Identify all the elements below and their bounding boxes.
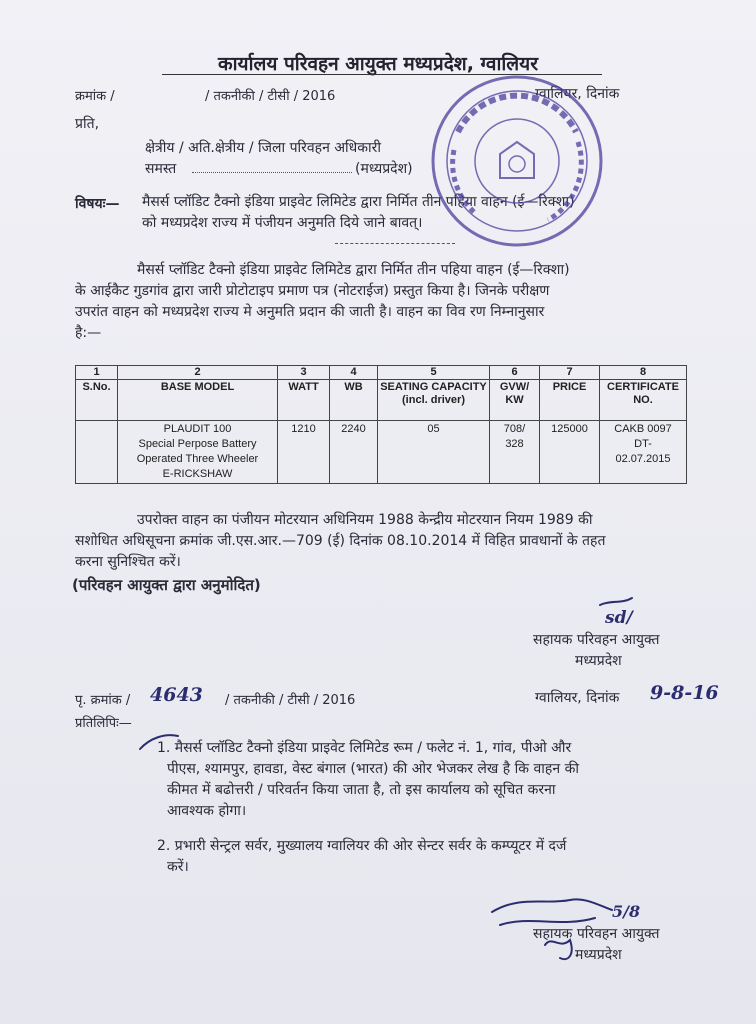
header-certificate: CERTIFICATE NO.: [600, 380, 687, 421]
header-base-model: BASE MODEL: [118, 380, 278, 421]
cert-line: DT-: [634, 438, 652, 450]
model-line: PLAUDIT 100: [163, 423, 232, 435]
model-line: Special Perpose Battery: [138, 438, 257, 450]
endorsement-ref-number: 4643: [150, 684, 203, 706]
body-line-3: उपरांत वाहन को मध्यप्रदेश राज्य मे अनुमति प्रदान की जाती है। वाहन का विव रण निम्नानुसार: [75, 304, 545, 320]
addressee-line-1: क्षेत्रीय / अति.क्षेत्रीय / जिला परिवहन अधिकारी: [145, 140, 381, 156]
cell-seating: 05: [378, 421, 490, 484]
header-price: PRICE: [540, 380, 600, 421]
copy-item-1-line-3: कीमत में बढोत्तरी / परिवर्तन किया जाता है, तो इस कार्यालय को सूचित करना: [167, 782, 556, 798]
subject-line-2: को मध्यप्रदेश राज्य में पंजीयन अनुमति दिये जाने बावत्।: [142, 215, 423, 231]
model-line: Operated Three Wheeler: [136, 453, 259, 465]
cell-watt: 1210: [278, 421, 330, 484]
copy-item-1-line-4: आवश्यक होगा।: [167, 803, 247, 819]
initials: 5/8: [612, 902, 641, 921]
compliance-line-1: उपरोक्त वाहन का पंजीयन मोटरयान अधिनियम 1988 केन्द्रीय मोटरयान नियम 1989 की: [137, 512, 593, 528]
signature-stroke: [500, 918, 595, 925]
ref-suffix: / तकनीकी / टीसी / 2016: [205, 89, 336, 104]
endorsement-ref-prefix: पृ. क्रमांक /: [75, 693, 131, 708]
addressee-line-2a: समस्त: [145, 161, 177, 177]
header-seating: SEATING CAPACITY (incl. driver): [378, 380, 490, 421]
place-date: ग्वालियर, दिनांक: [535, 86, 620, 102]
endorsement-date: 9-8-16: [650, 682, 719, 704]
col-number: 4: [330, 366, 378, 380]
body-line-1: मैसर्स प्लॉडिट टैक्नो इंडिया प्राइवेट लिमिटेड द्वारा निर्मित तीन पहिया वाहन (ई—रिक्शा): [137, 262, 570, 278]
copy-item-1-line-2: पीएस, श्यामपुर, हावडा, वेस्ट बंगाल (भारत) की ओर भेजकर लेख है कि वाहन की: [167, 761, 579, 777]
signature-stroke: [545, 940, 572, 959]
body-line-2: के आईकैट गुडगांव द्वारा जारी प्रोटोटाइप प्रमाण पत्र (नोटराईज) प्रस्तुत किया है। जिनके परीक्षण: [75, 283, 550, 299]
signatory-2-state: मध्यप्रदेश: [575, 947, 622, 963]
endorsement-ref-suffix: / तकनीकी / टीसी / 2016: [225, 693, 356, 708]
subject-label: विषयः—: [75, 196, 120, 212]
cell-wb: 2240: [330, 421, 378, 484]
signatory-1-state: मध्यप्रदेश: [575, 653, 622, 669]
copy-label: प्रतिलिपिः—: [75, 716, 132, 731]
body-line-4: है:—: [75, 325, 102, 341]
cell-price: 125000: [540, 421, 600, 484]
subject-line-1: मैसर्स प्लॉडिट टैक्नो इंडिया प्राइवेट लिमिटेड द्वारा निर्मित तीन पहिया वाहन (ई—रिक्शा): [142, 194, 575, 210]
copy-item-2-line-1: 2. प्रभारी सेन्ट्रल सर्वर, मुख्यालय ग्वालियर की ओर सेन्टर सर्वर के कम्प्यूटर में दर्ज: [157, 838, 567, 854]
copy-item-1-line-1: 1. मैसर्स प्लॉडिट टैक्नो इंडिया प्राइवेट लिमिटेड रूम / फलेट नं. 1, गांव, पीओ और: [157, 740, 572, 756]
approval-note: (परिवहन आयुक्त द्वारा अनुमोदित): [72, 576, 261, 594]
sd-mark: sd/: [605, 608, 633, 628]
header-watt: WATT: [278, 380, 330, 421]
header-wb: WB: [330, 380, 378, 421]
signatory-2-designation: सहायक परिवहन आयुक्त: [533, 926, 660, 942]
sd-underline: [600, 598, 632, 605]
cert-line: CAKB 0097: [614, 423, 672, 435]
compliance-line-2: सशोधित अधिसूचना क्रमांक जी.एस.आर.—709 (ई) दिनांक 08.10.2014 में विहित प्रावधानों के तहत: [75, 533, 606, 549]
header-gvw: GVW/ KW: [490, 380, 540, 421]
col-number: 2: [118, 366, 278, 380]
gvw-line: 708/: [503, 423, 526, 435]
compliance-line-3: करना सुनिश्चित करें।: [75, 554, 181, 570]
cert-line: 02.07.2015: [615, 453, 671, 465]
col-number: 8: [600, 366, 687, 380]
copy-item-2-line-2: करें।: [167, 859, 189, 875]
model-line: E-RICKSHAW: [162, 468, 233, 480]
header-sno: S.No.: [76, 380, 118, 421]
addressee-line-2b: (मध्यप्रदेश): [355, 161, 413, 177]
endorsement-place-date: ग्वालियर, दिनांक: [535, 690, 620, 706]
ref-prefix: क्रमांक /: [75, 89, 115, 104]
col-number: 6: [490, 366, 540, 380]
col-number: 7: [540, 366, 600, 380]
gvw-line: 328: [505, 438, 524, 450]
tick-mark: [140, 735, 178, 749]
to-label: प्रति,: [75, 116, 100, 132]
col-number: 1: [76, 366, 118, 380]
col-number: 5: [378, 366, 490, 380]
signatory-1-designation: सहायक परिवहन आयुक्त: [533, 632, 660, 648]
office-title: कार्यालय परिवहन आयुक्त मध्यप्रदेश, ग्वालियर: [218, 53, 538, 75]
col-number: 3: [278, 366, 330, 380]
signature-stroke: [492, 899, 612, 912]
